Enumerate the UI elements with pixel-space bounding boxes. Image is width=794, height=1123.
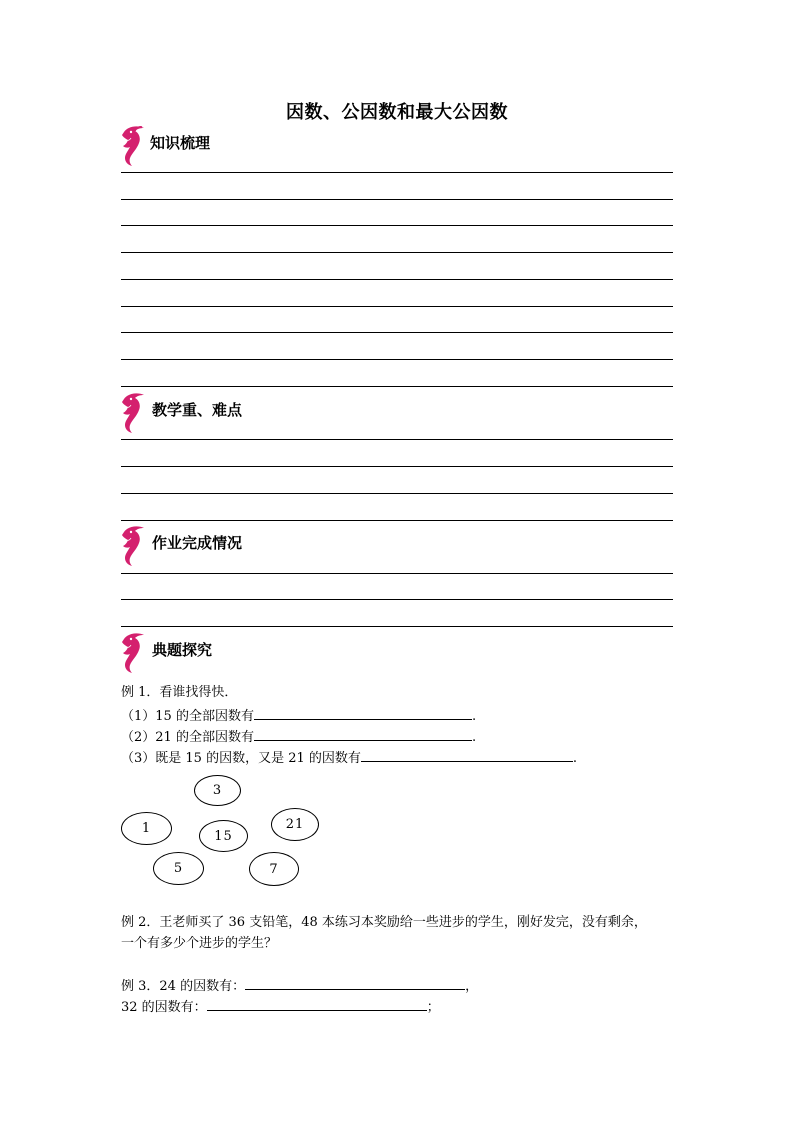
answer-line (121, 332, 673, 333)
answer-blank[interactable] (245, 977, 465, 990)
number-circle: 3 (194, 775, 241, 806)
dolphin-icon (118, 124, 148, 168)
dolphin-icon (118, 524, 148, 568)
answer-line (121, 172, 673, 173)
answer-line (121, 466, 673, 467)
page-title: 因数、公因数和最大公因数 (286, 102, 508, 123)
answer-line (121, 225, 673, 226)
number-circle: 7 (249, 852, 299, 886)
section-label: 作业完成情况 (152, 534, 243, 552)
example-2-line1: 例 2．王老师买了 36 支铅笔，48 本练习本奖励给一些进步的学生，刚好发完，没有剩余， (121, 915, 647, 930)
section-knowledge (118, 124, 418, 168)
number-circle: 1 (121, 812, 172, 845)
number-circle: 15 (199, 820, 248, 852)
dolphin-icon (118, 631, 148, 675)
example-1-q2: （2）21 的全部因数有 . (121, 730, 477, 745)
example-3-line1: 例 3．24 的因数有： ， (121, 979, 479, 994)
section-homework (118, 524, 418, 568)
dolphin-icon (118, 391, 148, 435)
answer-line (121, 199, 673, 200)
number-circle: 5 (153, 852, 204, 885)
answer-blank[interactable] (361, 749, 573, 762)
section-key-points (118, 391, 418, 435)
answer-line (121, 359, 673, 360)
section-examples (118, 631, 418, 675)
answer-line (121, 573, 673, 574)
answer-line (121, 599, 673, 600)
example-2-line2: 一个有多少个进步的学生？ (121, 936, 278, 951)
section-label: 典题探究 (152, 641, 213, 659)
answer-blank[interactable] (254, 728, 472, 741)
answer-line (121, 386, 673, 387)
answer-line (121, 306, 673, 307)
answer-blank[interactable] (254, 707, 472, 720)
answer-line (121, 439, 673, 440)
answer-line (121, 520, 673, 521)
section-label: 知识梳理 (150, 134, 211, 152)
example-3-line2: 32 的因数有： ； (121, 1000, 440, 1015)
answer-line (121, 626, 673, 627)
example-1-intro: 例 1．看谁找得快． (121, 685, 238, 700)
section-label: 教学重、难点 (152, 401, 243, 419)
answer-line (121, 493, 673, 494)
answer-line (121, 279, 673, 280)
answer-blank[interactable] (207, 998, 427, 1011)
example-1-q1: （1）15 的全部因数有 . (121, 709, 477, 724)
number-circle: 21 (271, 808, 319, 841)
example-1-q3: （3）既是 15 的因数，又是 21 的因数有 . (121, 751, 578, 766)
answer-line (121, 252, 673, 253)
